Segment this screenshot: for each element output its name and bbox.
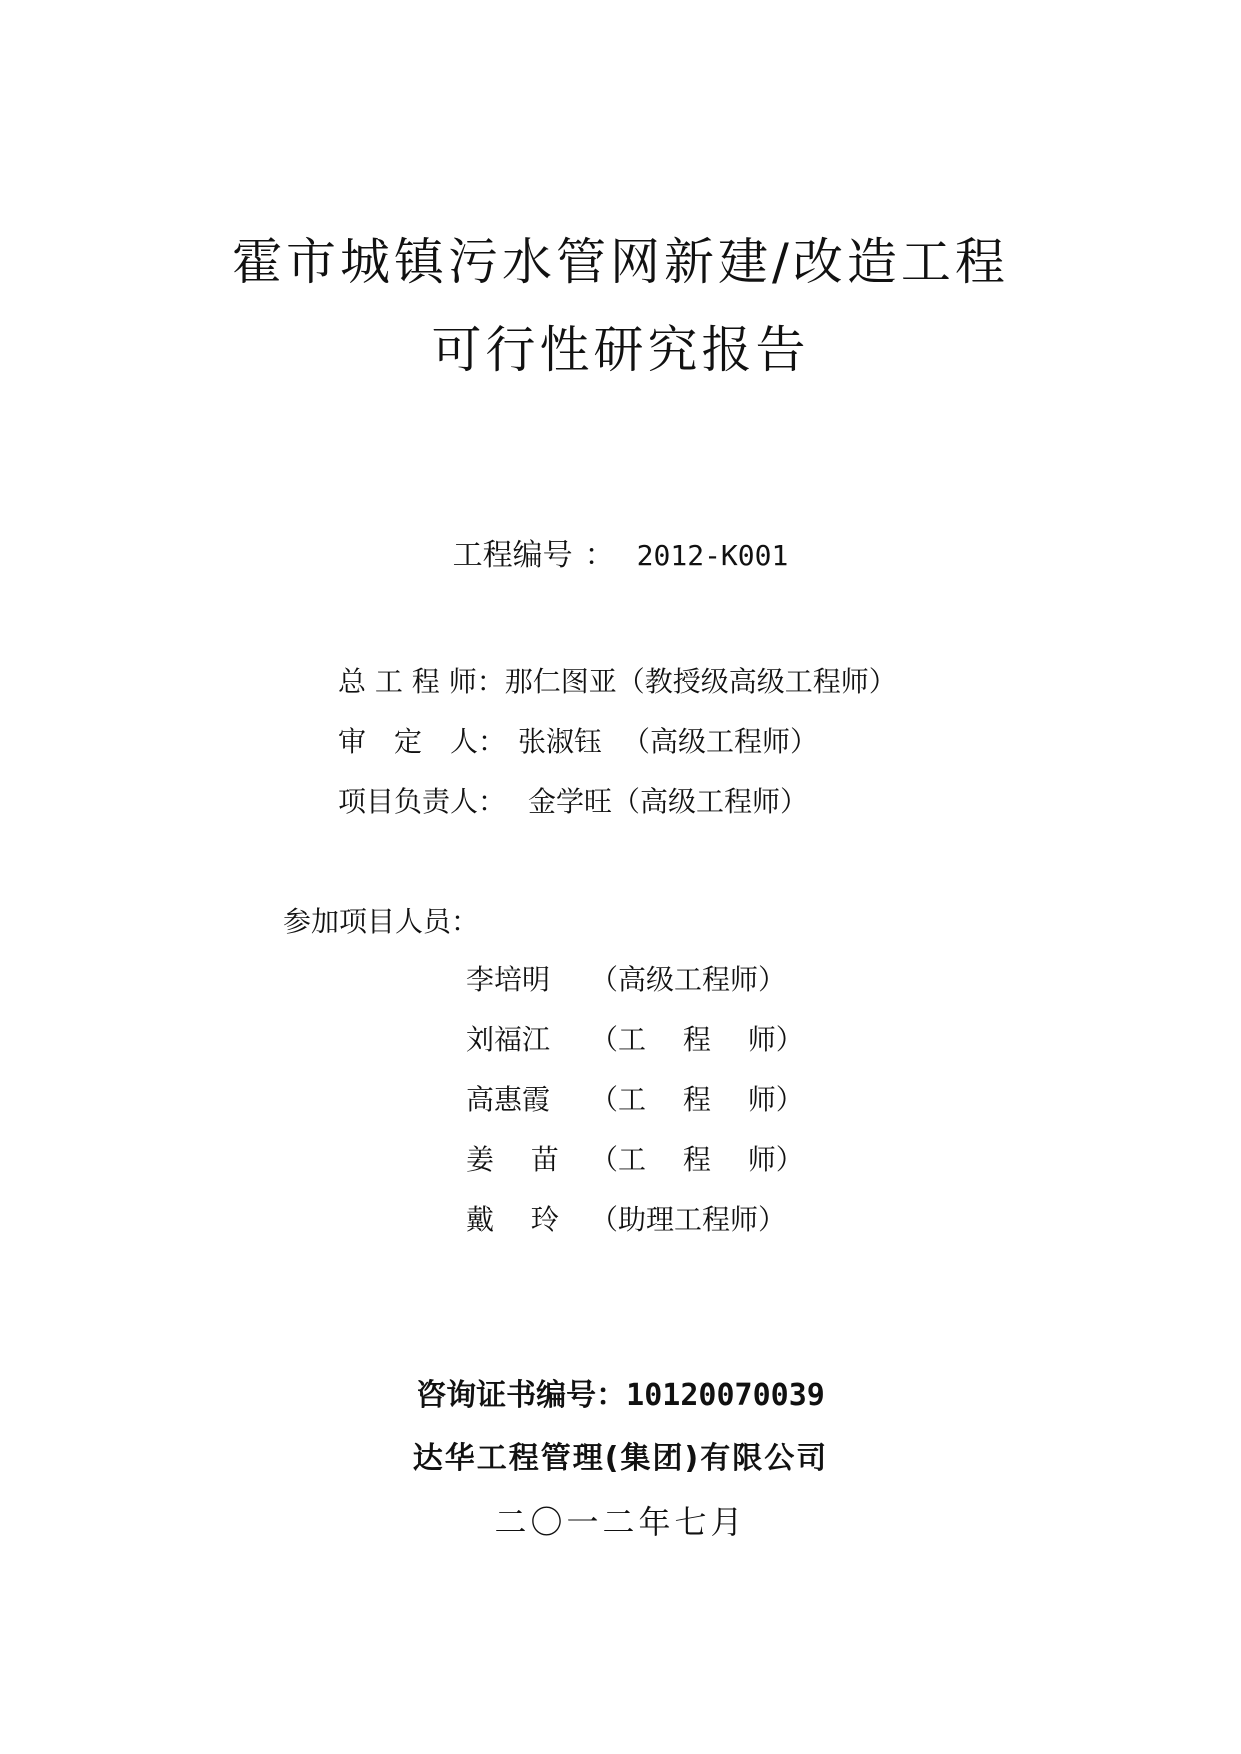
participant-row bbox=[466, 1198, 786, 1238]
staff-row-reviewer bbox=[338, 720, 818, 760]
participant-title: （工 程 师） bbox=[590, 1023, 804, 1056]
project-number-value: 2012-K001 bbox=[636, 539, 789, 572]
staff-role: 审 定 人： bbox=[338, 725, 507, 758]
staff-name: 金学旺 bbox=[528, 785, 613, 818]
participant-row bbox=[466, 1078, 804, 1118]
certificate-number bbox=[0, 1370, 1241, 1414]
report-date: 二〇一二年七月 bbox=[494, 1503, 747, 1541]
participant-name: 姜 苗 bbox=[466, 1143, 559, 1176]
staff-row-chief-engineer bbox=[338, 660, 897, 700]
participant-row bbox=[466, 1138, 804, 1178]
staff-name: 张淑钰 bbox=[518, 725, 603, 758]
company-name: 达华工程管理(集团)有限公司 bbox=[412, 1441, 829, 1476]
participant-row bbox=[466, 958, 786, 998]
staff-row-project-lead bbox=[338, 780, 808, 820]
participant-title: （高级工程师） bbox=[590, 963, 787, 996]
staff-role: 项目负责人： bbox=[338, 785, 507, 818]
participant-title: （助理工程师） bbox=[590, 1203, 787, 1236]
participant-name: 刘福江 bbox=[466, 1023, 551, 1056]
staff-title: （高级工程师） bbox=[612, 785, 809, 818]
participant-name: 高惠霞 bbox=[466, 1083, 551, 1116]
staff-name: 那仁图亚 bbox=[504, 665, 617, 698]
participants-heading: 参加项目人员： bbox=[283, 905, 480, 938]
certificate-value: 10120070039 bbox=[626, 1378, 825, 1413]
staff-role: 总 工 程 师： bbox=[338, 665, 505, 698]
staff-title: （高级工程师） bbox=[622, 725, 819, 758]
project-number-separator: ： bbox=[584, 538, 615, 573]
participant-title: （工 程 师） bbox=[590, 1083, 804, 1116]
participant-row bbox=[466, 1018, 804, 1058]
staff-title: （教授级高级工程师） bbox=[616, 665, 897, 698]
participant-title: （工 程 师） bbox=[590, 1143, 804, 1176]
report-title-line-1: 霍市城镇污水管网新建/改造工程 bbox=[232, 233, 1009, 291]
participant-name: 李培明 bbox=[466, 963, 551, 996]
participant-name: 戴 玲 bbox=[466, 1203, 559, 1236]
certificate-label: 咨询证书编号： bbox=[416, 1378, 627, 1413]
project-number bbox=[0, 530, 1241, 574]
project-number-label: 工程编号 bbox=[452, 538, 573, 573]
report-title-line-2: 可行性研究报告 bbox=[431, 321, 810, 379]
